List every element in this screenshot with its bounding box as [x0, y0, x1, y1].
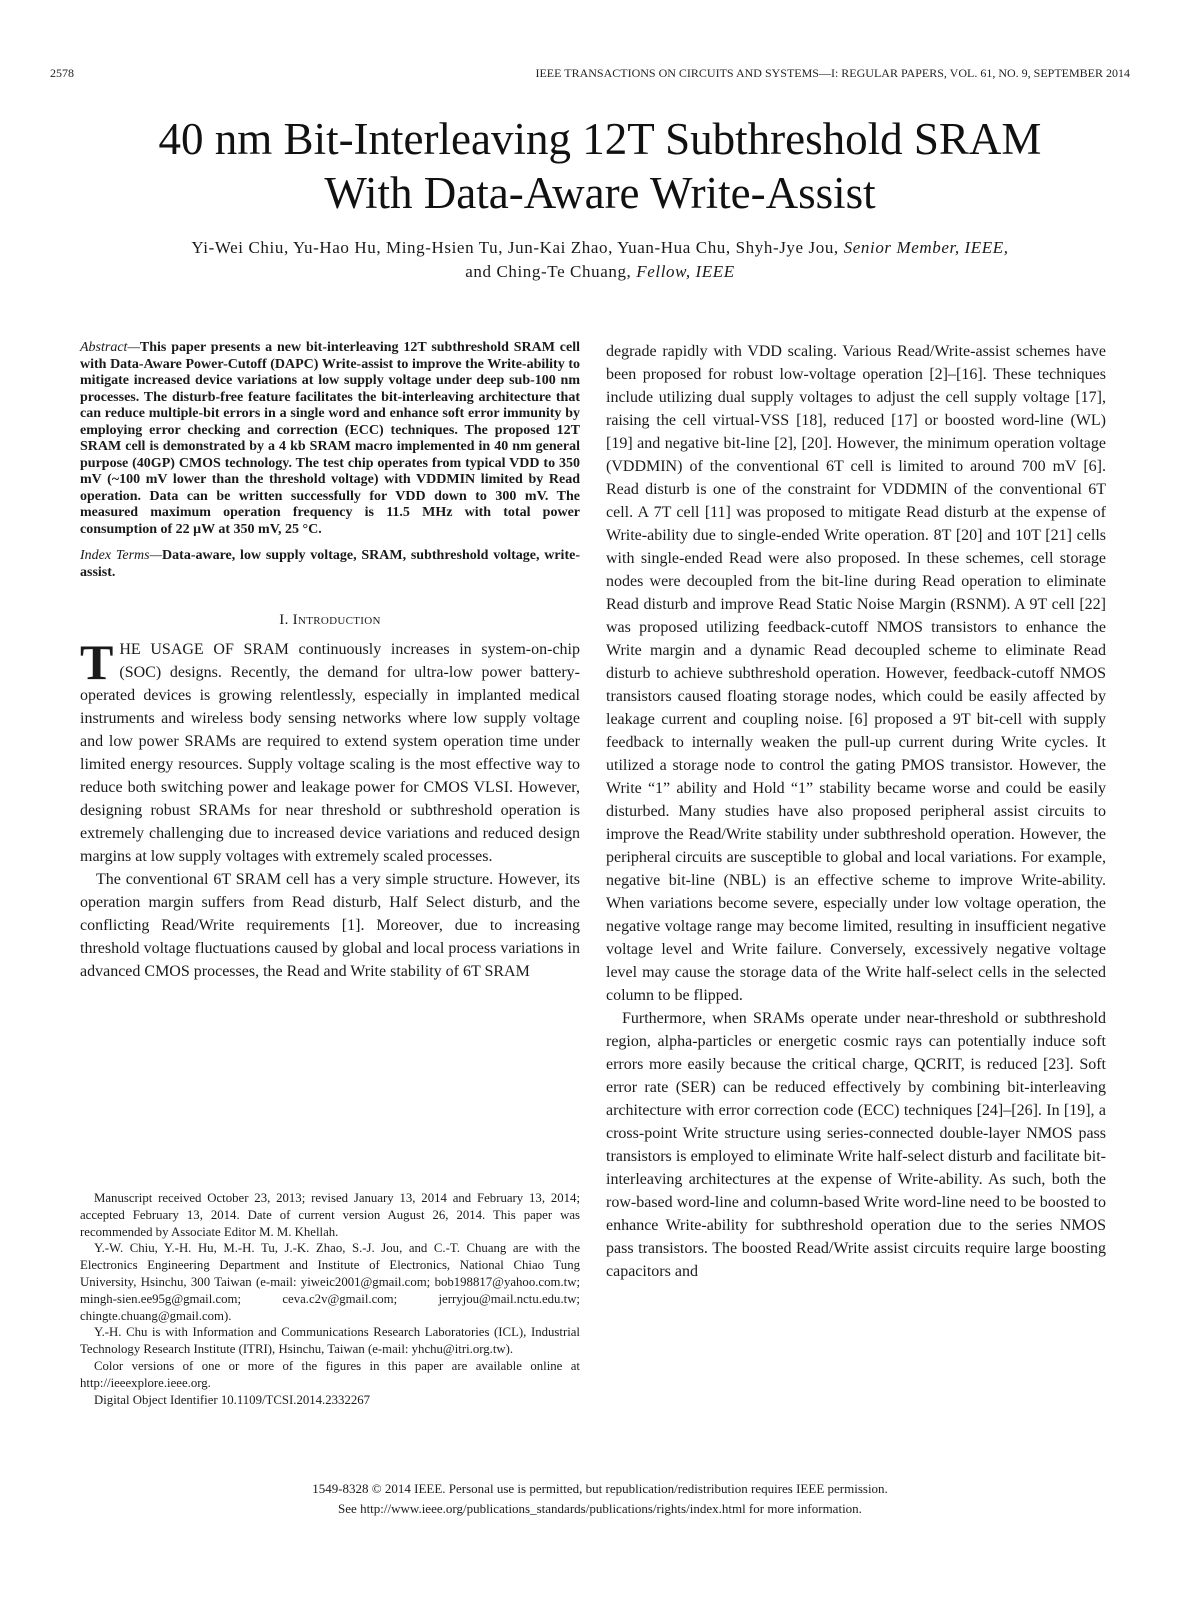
- left-column: [80, 340, 580, 983]
- copyright-line-2: See http://www.ieee.org/publications_standards/publications/rights/index.html for more information.: [338, 1501, 862, 1516]
- right-paragraph-1: degrade rapidly with VDD scaling. Various Read/Write-assist schemes have been proposed for robust low-voltage operation [2]–[16]. These techniques include utilizing dual supply voltages to adjust the cell supply voltage [17], raising the cell virtual-VSS [18], reduced [17] or boosted word-line (WL) [19] and negative bit-line [2], [20]. However, the minimum operation voltage (VDDMIN) of the conventional 6T cell is limited to around 700 mV [6]. Read disturb is one of the constraint for VDDMIN of the conventional 6T cell. A 7T cell [11] was proposed to mitigate Read disturb at the expense of Write-ability due to single-ended Write operation. 8T [20] and 10T [21] cells with single-ended Read were also proposed. In these schemes, cell storage nodes were decoupled from the bit-line during Read operation to eliminate Read disturb and improve Read Static Noise Margin (RSNM). A 9T cell [22] was proposed utilizing feedback-cutoff NMOS transistors to enhance the Write margin and a dynamic Read decoupled scheme to eliminate Read disturb to achieve subthreshold operation. However, feedback-cutoff NMOS transistors caused floating storage nodes, which could be easily affected by leakage current and coupling noise. [6] proposed a 9T bit-cell with supply feedback to internally weaken the pull-up current during Write cycles. It utilized a storage node to control the gating PMOS transistor. However, the Write “1” ability and Hold “1” stability became worse and could be easily disturbed. Many studies have also proposed peripheral assist circuits to improve the Read/Write stability under subthreshold operation. However, the peripheral circuits are susceptible to global and local variations. For example, negative bit-line (NBL) is an effective scheme to improve Write-ability. When variations become severe, especially under low voltage operation, the negative voltage range may become limited, resulting in insufficient negative voltage level and Write failure. Conversely, excessively negative voltage level may cause the storage data of the Write half-select cells in the selected column to be flipped.: [606, 343, 1106, 1004]
- intro-paragraph-2: The conventional 6T SRAM cell has a very simple structure. However, its operation margin suffers from Read disturb, Half Select disturb, and the conflicting Read/Write requirements [1]. Moreover, due to increasing threshold voltage fluctuations caused by global and local process variations in advanced CMOS processes, the Read and Write stability of 6T SRAM: [80, 871, 580, 980]
- page-number: 2578: [50, 66, 74, 80]
- author-names-line-1: Yi-Wei Chiu, Yu-Hao Hu, Ming-Hsien Tu, Jun-Kai Zhao, Yuan-Hua Chu, Shyh-Jye Jou,: [191, 238, 839, 257]
- footnote-block: [80, 1190, 580, 1408]
- author-names-line-2: and Ching-Te Chuang,: [465, 262, 632, 281]
- title-line-2: With Data-Aware Write-Assist: [324, 168, 876, 218]
- author-list: [60, 236, 1140, 284]
- right-column: [606, 340, 1106, 1283]
- copyright-notice: [60, 1479, 1140, 1519]
- abstract-body: This paper presents a new bit-interleaving 12T subthreshold SRAM cell with Data-Aware Power-Cutoff (DAPC) Write-assist to improve the Write-ability to mitigate increased device variations at low supply voltage under deep sub-100 nm processes. The disturb-free feature facilitates the bit-interleaving architecture that can reduce multiple-bit errors in a single word and enhance soft error immunity by employing error checking and correction (ECC) techniques. The proposed 12T SRAM cell is demonstrated by a 4 kb SRAM macro implemented in 40 nm general purpose (40GP) CMOS technology. The test chip operates from typical VDD to 350 mV (~100 mV lower than the threshold voltage) with VDDMIN limited by Read operation. Data can be written successfully for VDD down to 300 mV. The measured maximum operation frequency is 11.5 MHz with total power consumption of 22 μW at 350 mV, 25 °C.: [80, 340, 580, 537]
- intro-paragraph-1-text: HE USAGE OF SRAM continuously increases in system-on-chip (SOC) designs. Recently, the demand for ultra-low power battery-operated devices is growing relentlessly, especially in implanted medical instruments and wireless body sensing networks where low supply voltage and low power SRAMs are required to extend system operation time under limited energy resources. Supply voltage scaling is the most effective way to reduce both switching power and leakage power for CMOS VLSI. However, designing robust SRAMs for near threshold or subthreshold operation is extremely challenging due to increased device variations and reduced design margins at low supply voltages with extremely scaled processes.: [80, 641, 580, 865]
- footnote-manuscript: Manuscript received October 23, 2013; revised January 13, 2014 and February 13, 2014; accepted February 13, 2014. Date of current version August 26, 2014. This paper was recommended by Associate Editor M. M. Khellah.: [80, 1191, 580, 1239]
- author-membership-2: Fellow, IEEE: [636, 262, 735, 281]
- abstract-lead: Abstract—: [80, 340, 140, 355]
- author-membership-1: Senior Member, IEEE,: [843, 238, 1009, 257]
- footnote-color-note: Color versions of one or more of the figures in this paper are available online at http://ieeexplore.ieee.org.: [80, 1358, 580, 1390]
- footnote-doi: Digital Object Identifier 10.1109/TCSI.2014.2332267: [94, 1392, 371, 1407]
- title-line-1: 40 nm Bit-Interleaving 12T Subthreshold SRAM: [158, 114, 1042, 164]
- index-terms: [80, 548, 580, 581]
- right-paragraph-2: Furthermore, when SRAMs operate under near-threshold or subthreshold region, alpha-particles or energetic cosmic rays can potentially induce soft errors more easily because the critical charge, QCRIT, is reduced [23]. Soft error rate (SER) can be reduced effectively by combining bit-interleaving architecture with error correction code (ECC) techniques [24]–[26]. In [19], a cross-point Write structure using series-connected double-layer NMOS pass transistors is employed to eliminate Write half-select disturb and facilitate bit-interleaving architectures at the expense of Write-ability. As such, both the row-based word-line and column-based Write word-line need to be boosted to enhance Write-ability for subthreshold operation due to the series NMOS pass transistors. The boosted Read/Write assist circuits require large boosting capacitors and: [606, 1010, 1106, 1280]
- footnote-affiliation-2: Y.-H. Chu is with Information and Communications Research Laboratories (ICL), Industrial Technology Research Institute (ITRI), Hsinchu, Taiwan (e-mail: yhchu@itri.org.tw).: [80, 1325, 580, 1357]
- section-heading-introduction: I. Introduction: [279, 612, 381, 628]
- footnote-affiliation-1: Y.-W. Chiu, Y.-H. Hu, M.-H. Tu, J.-K. Zhao, S.-J. Jou, and C.-T. Chuang are with the Electronics Engineering Department and Institute of Electronics, National Chiao Tung University, Hsinchu, 300 Taiwan (e-mail: yiweic2001@gmail.com; bob198817@yahoo.com.tw; mingh-sien.ee95g@gmail.com; ceva.c2v@gmail.com; jerryjou@mail.nctu.edu.tw; chingte.chuang@gmail.com).: [80, 1241, 580, 1323]
- copyright-line-1: 1549-8328 © 2014 IEEE. Personal use is permitted, but republication/redistribution requires IEEE permission.: [312, 1481, 888, 1496]
- paper-title: [60, 112, 1140, 220]
- intro-paragraph-1: [80, 634, 580, 868]
- drop-cap: T: [80, 634, 114, 690]
- index-terms-lead: Index Terms—: [80, 548, 163, 563]
- running-header: [50, 66, 1130, 81]
- index-terms-body: Data-aware, low supply voltage, SRAM, subthreshold voltage, write-assist.: [80, 548, 580, 580]
- abstract: [80, 340, 580, 538]
- journal-name: IEEE TRANSACTIONS ON CIRCUITS AND SYSTEMS—I: REGULAR PAPERS, VOL. 61, NO. 9, SEPTEMBER 2014: [535, 66, 1130, 80]
